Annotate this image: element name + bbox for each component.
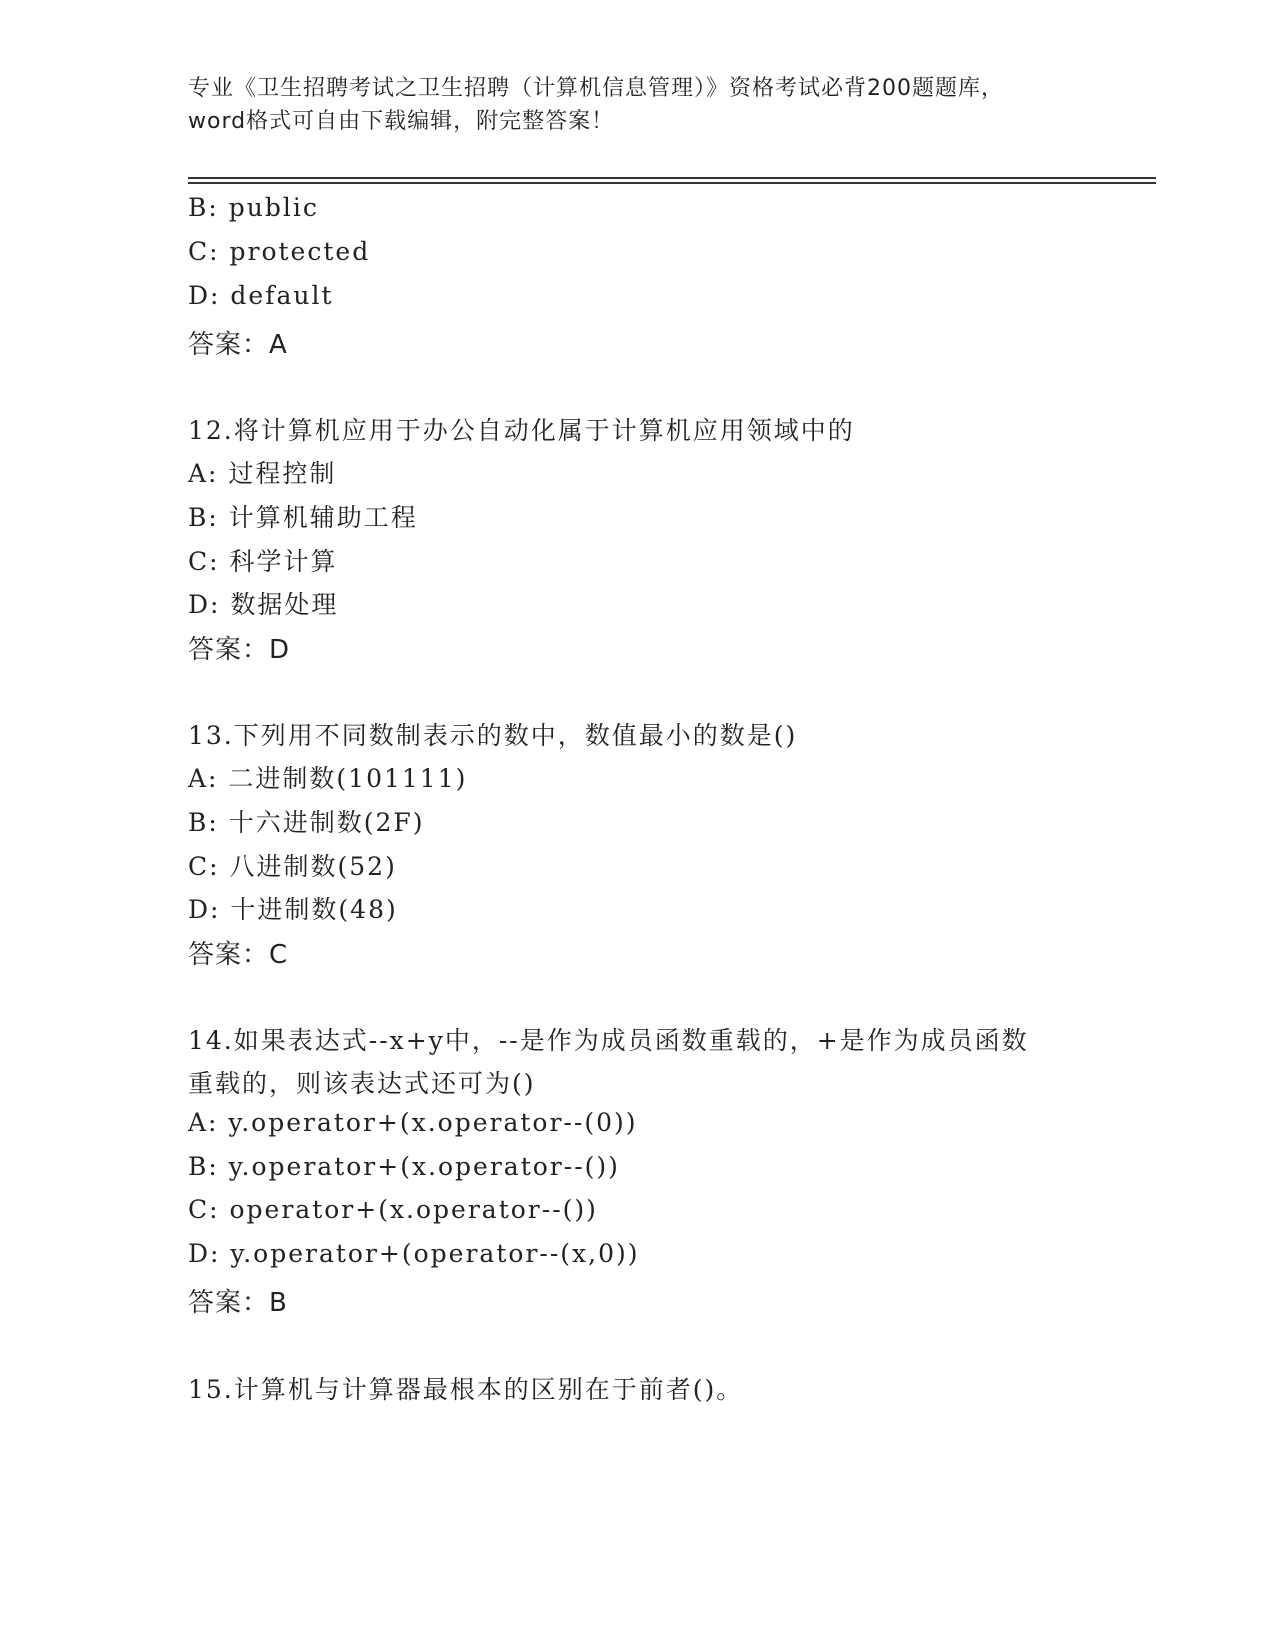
header-title-line-1: 专业《卫生招聘考试之卫生招聘（计算机信息管理）》资格考试必背200题题库， <box>188 76 1004 101</box>
question-12-option-a: A: 过程控制 <box>188 459 337 488</box>
question-14-option-b: B: y.operator+(x.operator--()) <box>188 1152 620 1181</box>
question-13-option-b: B: 十六进制数(2F) <box>188 808 425 837</box>
document-header <box>188 72 1088 138</box>
question-14-stem-line-1: 14.如果表达式--x+y中，--是作为成员函数重载的，+是作为成员函数 <box>188 1026 1029 1055</box>
question-13-option-a: A: 二进制数(101111) <box>188 764 468 793</box>
header-divider-bottom <box>188 182 1156 184</box>
option-b: B: public <box>188 193 319 222</box>
question-13-option-c: C: 八进制数(52) <box>188 852 397 881</box>
question-14-option-c: C: operator+(x.operator--()) <box>188 1195 598 1224</box>
option-c: C: protected <box>188 237 371 266</box>
question-13-answer: 答案：C <box>188 940 289 970</box>
question-13-stem: 13.下列用不同数制表示的数中，数值最小的数是() <box>188 721 798 750</box>
header-divider-top <box>188 177 1156 179</box>
question-12-answer: 答案：D <box>188 635 291 665</box>
question-13-option-d: D: 十进制数(48) <box>188 895 398 924</box>
question-12-stem: 12.将计算机应用于办公自动化属于计算机应用领域中的 <box>188 416 855 445</box>
question-12-option-b: B: 计算机辅助工程 <box>188 503 418 532</box>
header-title-line-2: word格式可自由下载编辑，附完整答案！ <box>188 109 615 134</box>
question-15-stem: 15.计算机与计算器最根本的区别在于前者()。 <box>188 1375 744 1404</box>
question-14-option-a: A: y.operator+(x.operator--(0)) <box>188 1108 638 1137</box>
option-d: D: default <box>188 281 334 310</box>
question-14-stem-line-2: 重载的，则该表达式还可为() <box>188 1069 536 1098</box>
question-12-option-c: C: 科学计算 <box>188 547 338 576</box>
question-14-answer: 答案：B <box>188 1288 288 1318</box>
question-14-option-d: D: y.operator+(operator--(x,0)) <box>188 1239 640 1268</box>
answer: 答案：A <box>188 330 288 360</box>
question-12-option-d: D: 数据处理 <box>188 590 339 619</box>
